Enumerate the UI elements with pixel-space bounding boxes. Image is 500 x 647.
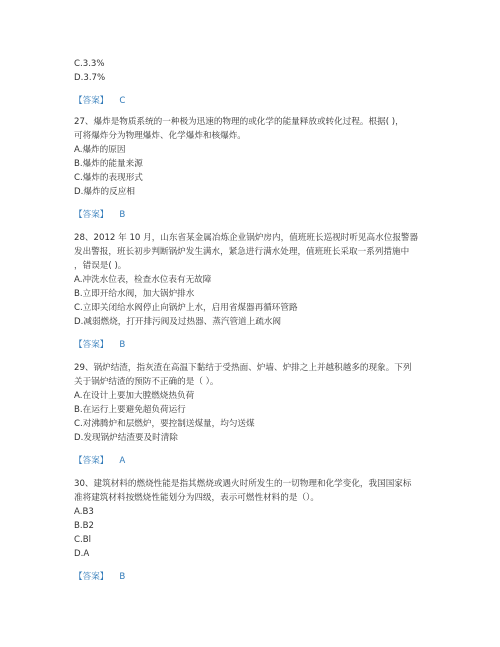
q27-stem-line: 可将爆炸分为物理爆炸、化学爆炸和核爆炸。 (74, 131, 246, 141)
option-c-prev: C.3.3% (74, 59, 105, 69)
q30-stem-line: 30、建筑材料的燃烧性能是指其燃烧或遇火时所发生的一切物理和化学变化，我国国家标 (74, 479, 412, 489)
q28-option-b: B.立即开给水阀，加大锅炉排水 (74, 289, 195, 299)
q29-option-b: B.在运行上要避免超负荷运行 (74, 405, 186, 415)
q28-option-a: A.冲洗水位表，检查水位表有无故障 (74, 275, 212, 285)
q27-stem-line: 27、爆炸是物质系统的一种极为迅速的物理的或化学的能量释放或转化过程。根据( )， (74, 117, 404, 127)
answer-label: 【答案】 (74, 572, 109, 582)
answer-label: 【答案】 (74, 340, 109, 350)
q29-option-d: D.发现锅炉结渣要及时清除 (74, 433, 178, 443)
q29-option-c: C.对沸腾炉和层燃炉，要控制送煤量，均匀送煤 (74, 419, 255, 429)
q28-stem-line: 发出警报，班长初步判断锅炉发生满水，紧急进行满水处理，值班班长采取一系列措施中 (74, 247, 410, 257)
answer-value: C (119, 96, 126, 106)
answer-label: 【答案】 (74, 96, 109, 106)
q27-option-d: D.爆炸的反应相 (74, 187, 135, 197)
answer-value: B (119, 340, 126, 350)
q30-answer (74, 572, 434, 583)
q27-option-a: A.爆炸的原因 (74, 145, 126, 155)
answer-value: A (119, 456, 126, 466)
q30-stem-line: 准将建筑材料按燃烧性能划分为四级，表示可燃性材料的是（）。 (74, 493, 319, 503)
q30-option-d: D.A (74, 549, 90, 559)
q30-option-b: B.B2 (74, 521, 94, 531)
option-d-prev: D.3.7% (74, 73, 106, 83)
q28-answer (74, 340, 434, 351)
answer-value: B (119, 210, 126, 220)
q29-option-a: A.在设计上要加大膛燃烧热负荷 (74, 391, 195, 401)
q27-option-c: C.爆炸的表现形式 (74, 173, 143, 183)
q29-answer (74, 456, 434, 467)
q29-stem-line: 关于锅炉结渣的预防不正确的是（ ）。 (74, 377, 219, 387)
q30-option-c: C.Bl (74, 535, 92, 545)
q28-stem-line: ，错误是( )。 (74, 261, 127, 271)
q28-option-c: C.立即关闭给水阀停止向锅炉上水，启用省煤器再循环管路 (74, 303, 298, 313)
answer-value: B (119, 572, 126, 582)
q28-stem-line: 28、2012 年 10 月，山东省某金属冶炼企业锅炉房内，值班班长巡视时听见高水位报警器 (74, 233, 419, 243)
q28-option-d: D.减弱燃烧，打开排污阀及过热器、蒸汽管道上疏水阀 (74, 317, 282, 327)
answer-prev (74, 96, 434, 107)
q27-option-b: B.爆炸的能量来源 (74, 159, 143, 169)
answer-label: 【答案】 (74, 210, 109, 220)
q30-option-a: A.B3 (74, 507, 94, 517)
q29-stem-line: 29、锅炉结渣，指灰渣在高温下黏结于受热面、炉墙、炉排之上并越积越多的现象。下列 (74, 363, 412, 373)
answer-label: 【答案】 (74, 456, 109, 466)
q27-answer (74, 210, 434, 221)
